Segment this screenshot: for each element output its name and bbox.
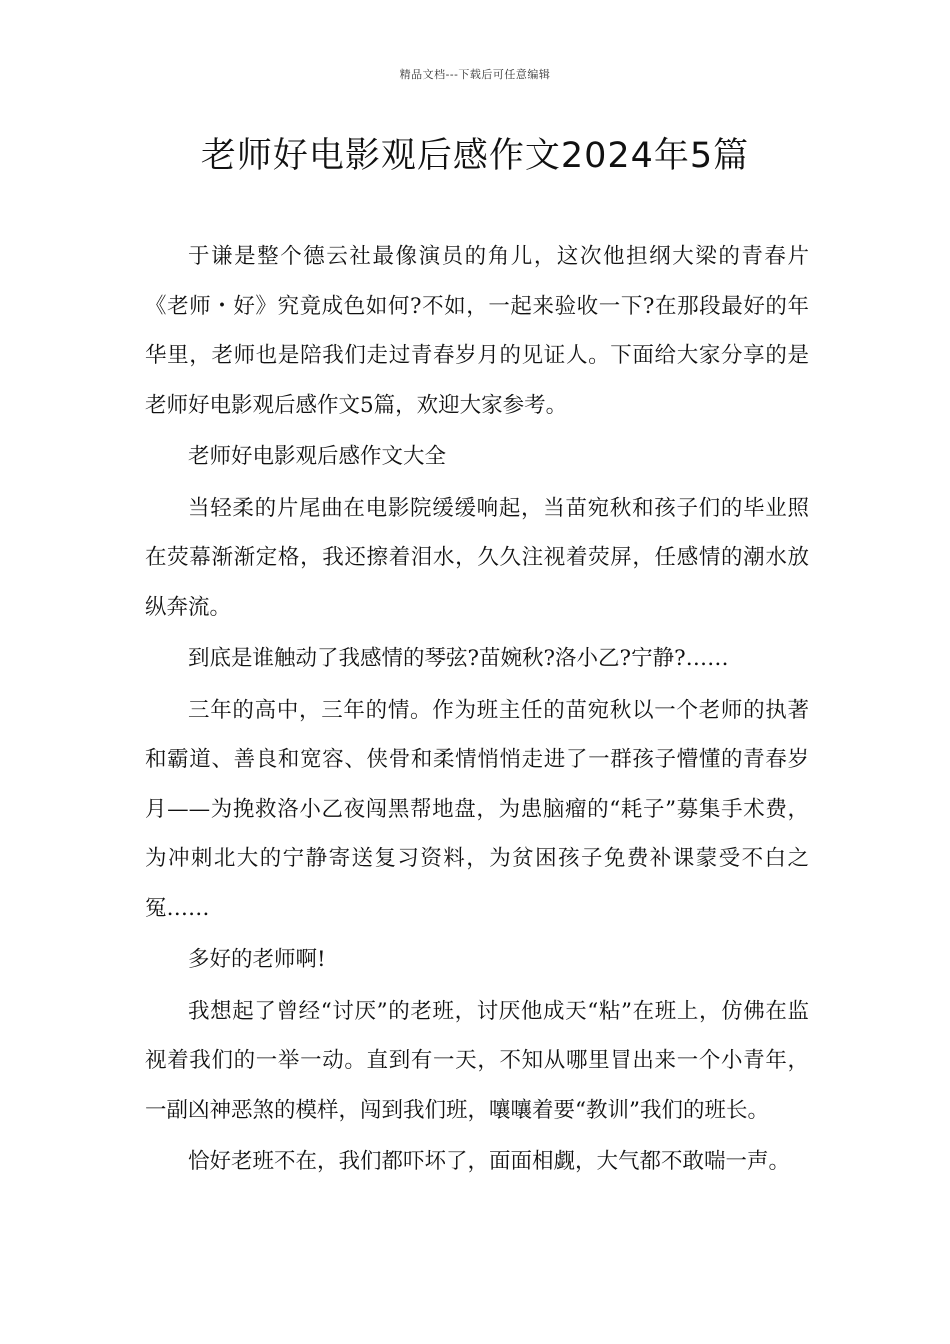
paragraph-intro: 于谦是整个德云社最像演员的角儿，这次他担纲大梁的青春片《老师・好》究竟成色如何?不如，一起来验收一下?在那段最好的年华里，老师也是陪我们走过青春岁月的见证人。下面给大家分享的是老师好电影观后感作文5篇，欢迎大家参考。 bbox=[145, 244, 809, 418]
paragraph: 当轻柔的片尾曲在电影院缓缓响起，当苗宛秋和孩子们的毕业照在荧幕渐渐定格，我还擦着泪水，久久注视着荧屏，任感情的潮水放纵奔流。 bbox=[145, 495, 809, 620]
document-body bbox=[145, 232, 809, 1187]
paragraph: 多好的老师啊! bbox=[188, 947, 326, 972]
header-note: 精品文档---下载后可任意编辑 bbox=[399, 68, 551, 81]
paragraph: 到底是谁触动了我感情的琴弦?苗婉秋?洛小乙?宁静?…… bbox=[188, 646, 729, 671]
paragraph-section-heading: 老师好电影观后感作文大全 bbox=[188, 444, 447, 469]
paragraph: 三年的高中，三年的情。作为班主任的苗宛秋以一个老师的执著和霸道、善良和宽容、侠骨和柔情悄悄走进了一群孩子懵懂的青春岁月——为挽救洛小乙夜闯黑帮地盘，为患脑瘤的“耗子”募集手术费，为冲刺北大的宁静寄送复习资料，为贫困孩子免费补课蒙受不白之冤…… bbox=[145, 697, 809, 921]
paragraph: 我想起了曾经“讨厌”的老班，讨厌他成天“粘”在班上，仿佛在监视着我们的一举一动。直到有一天，不知从哪里冒出来一个小青年，一副凶神恶煞的模样，闯到我们班，嚷嚷着要“教训”我们的班长。 bbox=[145, 998, 809, 1123]
document-title: 老师好电影观后感作文2024年5篇 bbox=[200, 136, 750, 176]
paragraph: 恰好老班不在，我们都吓坏了，面面相觑，大气都不敢喘一声。 bbox=[188, 1149, 791, 1174]
